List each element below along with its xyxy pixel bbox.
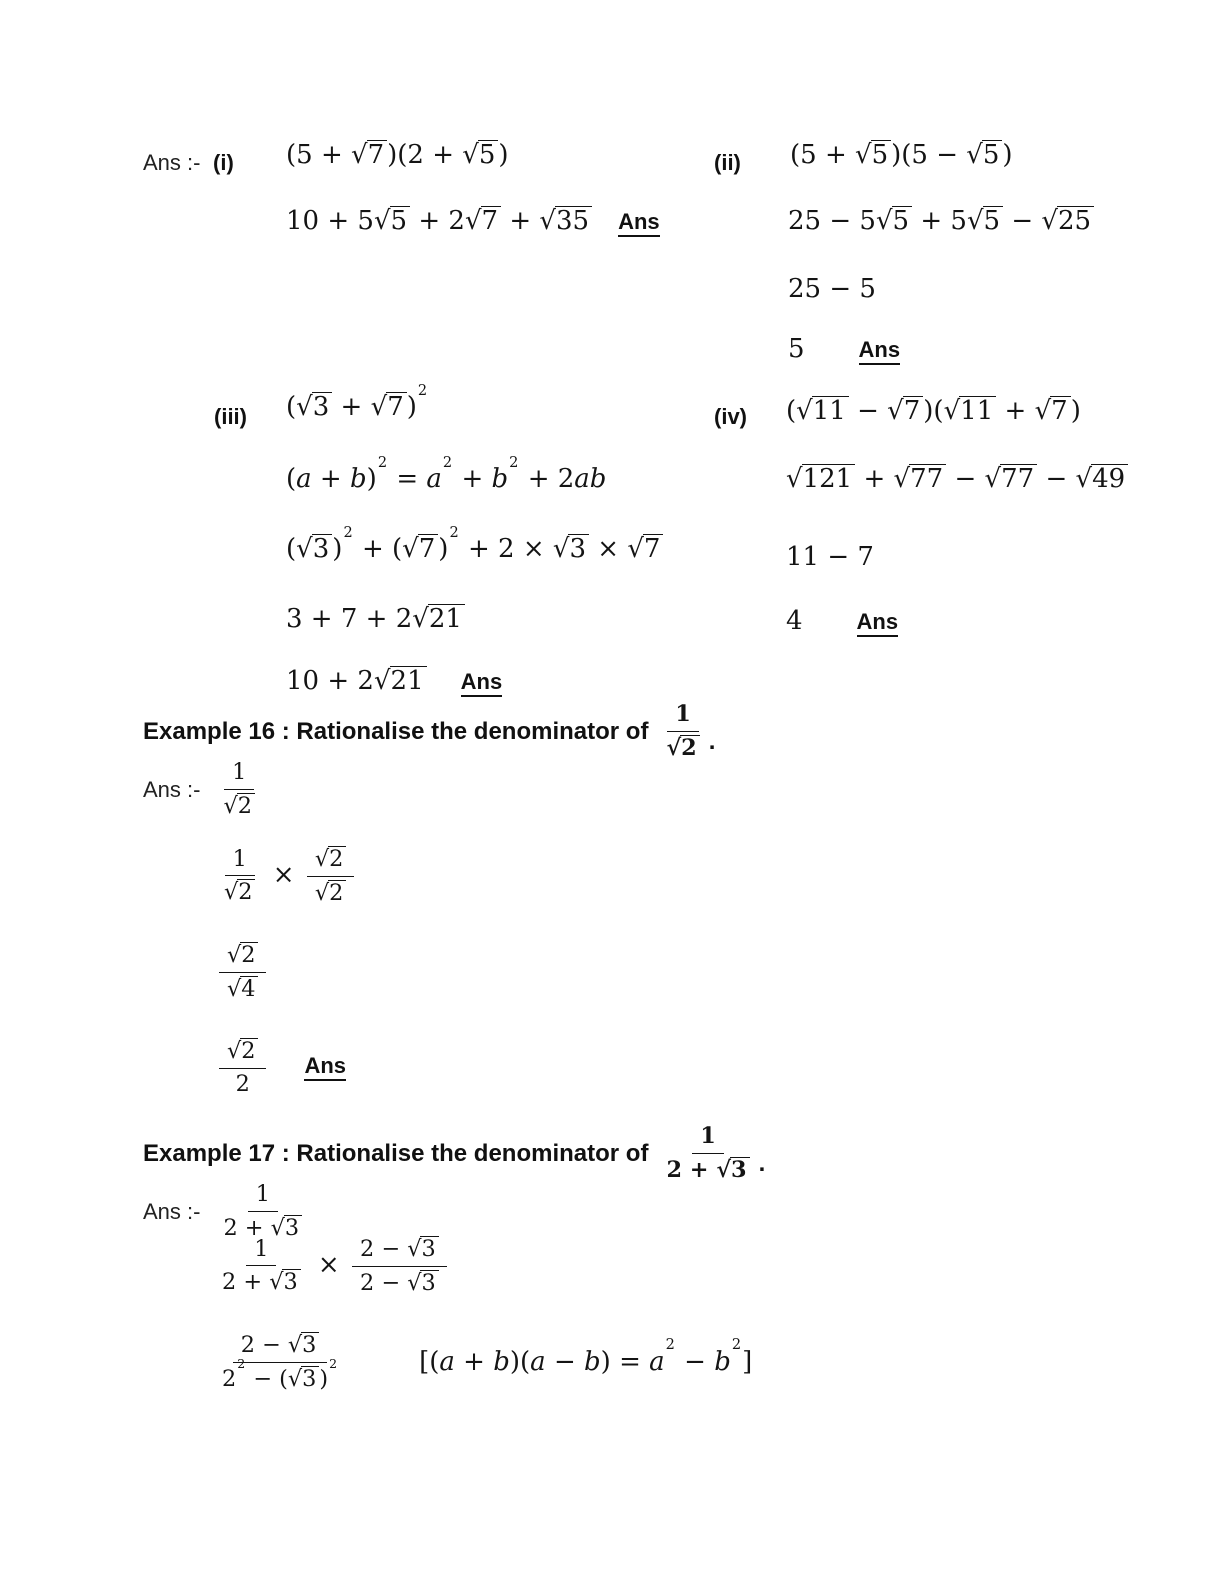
example16-ans-prefix: Ans :- xyxy=(143,776,201,802)
part-iv-step-row xyxy=(786,606,898,637)
example16-heading-fraction: $\frac{1}{√2}$ xyxy=(657,702,708,761)
part-i-ans-marker: Ans xyxy=(618,210,660,237)
part-iii-step-2: (√3 )$^2$ + (√7 )$^2$ + 2 × √3 × √7 xyxy=(286,534,663,565)
example17-step-2: $\frac{1}{2 + √3}$ × $\frac{2 - √3}{2 - √3}$ xyxy=(213,1236,451,1296)
example16-final-row xyxy=(215,1038,346,1097)
example16-ans-marker: Ans xyxy=(304,1054,346,1081)
part-iii-label: (iii) xyxy=(214,404,247,429)
part-iv-ans-marker: Ans xyxy=(857,610,899,637)
part-iv-label: (iv) xyxy=(714,404,747,429)
example17-final-row xyxy=(213,1332,752,1392)
part-ii-ans-marker: Ans xyxy=(859,338,901,365)
example16-ans-row xyxy=(143,760,264,819)
example17-ans-prefix: Ans :- xyxy=(143,1198,201,1224)
example17-heading-text: Example 17 : Rationalise the denominator of xyxy=(143,1139,649,1167)
example16-heading-period: . xyxy=(708,728,716,756)
example17-step-1: $\frac{1}{2 + √3}$ xyxy=(214,1182,311,1241)
part-iii-ans-marker: Ans xyxy=(461,670,503,697)
example16-step-4: $\frac{√2}{2}$ xyxy=(215,1038,270,1097)
part-ii-step-1: 25 − 5√5 + 5√5 − √25 xyxy=(788,206,1094,237)
part-ii-label: (ii) xyxy=(714,150,741,175)
answers-prefix: Ans :- xyxy=(143,150,201,175)
example17-heading-fraction: $\frac{1}{2 + √3}$ xyxy=(657,1124,758,1183)
example16-heading xyxy=(143,702,715,761)
part-ii-step-2: 25 − 5 xyxy=(788,274,876,304)
example17-ans-row xyxy=(143,1182,311,1241)
part-iii-step-1: $(a + b)^2 = a^2 + b^2 + 2ab$ xyxy=(286,453,607,494)
part-iii-step-3: 3 + 7 + 2√21 xyxy=(286,604,465,635)
example16-heading-text: Example 16 : Rationalise the denominator of xyxy=(143,717,649,745)
example17-identity-note: $[(a + b)(a - b) = a^2 - b^2]$ xyxy=(419,1336,753,1377)
part-iv-step-1: √121 + √77 − √77 − √49 xyxy=(786,464,1128,495)
part-iv-step-2: 11 − 7 xyxy=(786,542,874,572)
part-ii-step-3: 5 xyxy=(788,334,805,364)
part-i-label: (i) xyxy=(213,150,234,175)
example16-step-2: $\frac{1}{√2}$ × $\frac{√2}{√2}$ xyxy=(215,846,358,906)
example17-heading-period: . xyxy=(758,1150,766,1178)
example17-step-3: $\frac{2 - √3}{2^2 - (√3 )^2}$ xyxy=(222,1332,338,1392)
example16-step-1: $\frac{1}{√2}$ xyxy=(214,760,263,819)
part-i-step-1: 10 + 5√5 + 2√7 + √35 xyxy=(286,206,592,237)
example16-step-3: $\frac{√2}{√4}$ xyxy=(215,942,270,1002)
part-iii-step-row xyxy=(286,666,502,697)
part-iv-expression: (√11 − √7 )(√11 + √7 ) xyxy=(786,396,1081,426)
example17-heading xyxy=(143,1124,765,1183)
part-iii-step-4: 10 + 2√21 xyxy=(286,666,427,697)
part-iii-expression: (√3 + √7 )$^2$ xyxy=(286,381,428,422)
part-ii-expression: (5 + √5 )(5 − √5 ) xyxy=(790,140,1013,170)
part-i-step-row xyxy=(286,206,660,237)
part-iv-step-3: 4 xyxy=(786,606,803,636)
part-ii-step-row xyxy=(788,334,900,365)
part-i-expression: (5 + √7 )(2 + √5 ) xyxy=(286,140,509,170)
